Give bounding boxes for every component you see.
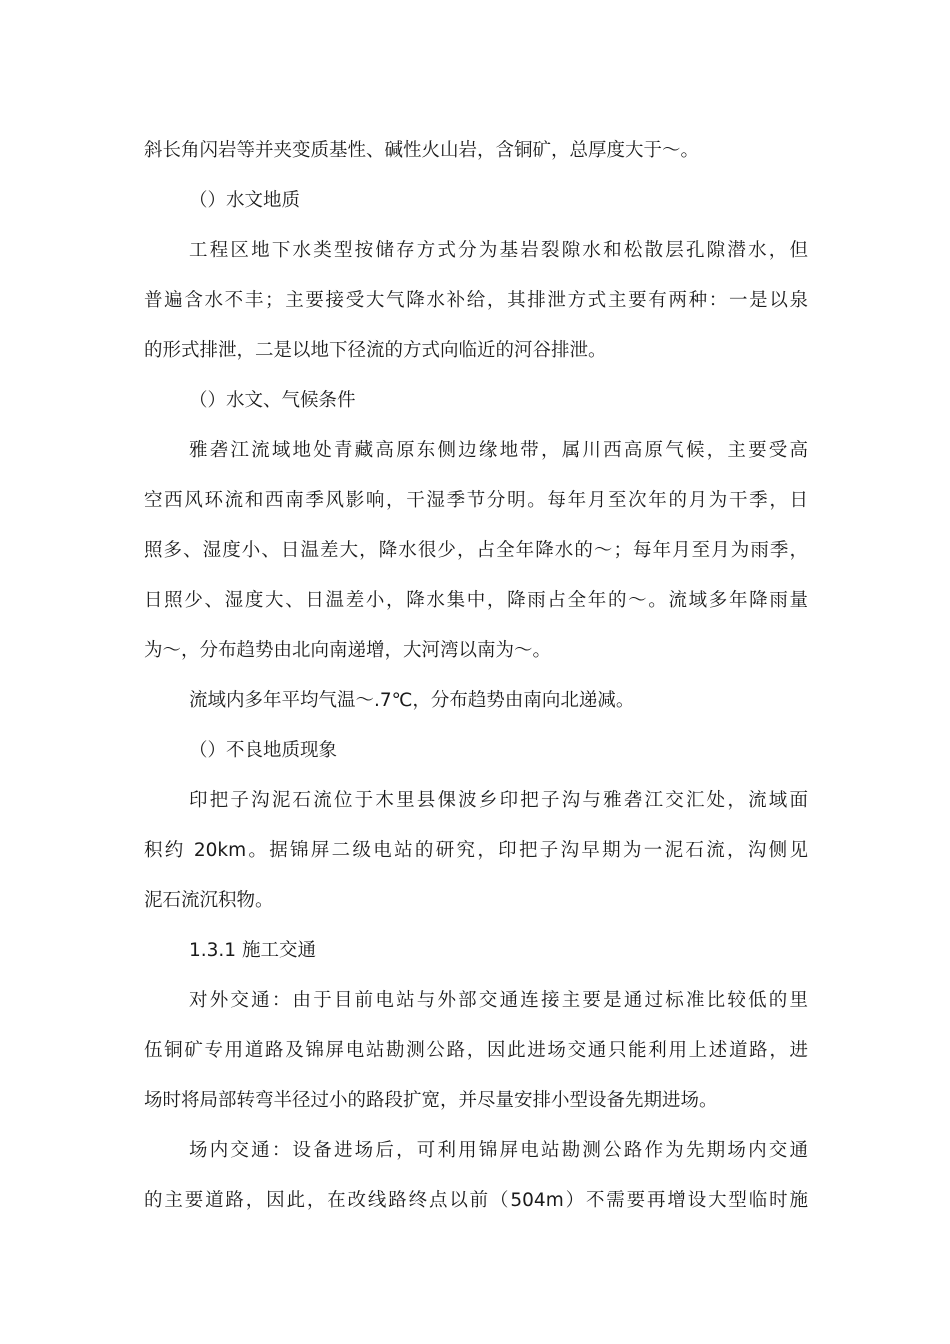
text-line-5: 的形式排泄，二是以地下径流的方式向临近的河谷排泄。 bbox=[144, 340, 607, 361]
text-line-21: 场内交通：设备进场后，可利用锦屏电站勘测公路作为先期场内交通 bbox=[189, 1140, 808, 1161]
text-line-7: 雅砻江流域地处青藏高原东侧边缘地带，属川西高原气候，主要受高 bbox=[189, 440, 808, 461]
text-line-22: 的主要道路，因此，在改线路终点以前（504m）不需要再增设大型临时施 bbox=[144, 1190, 808, 1211]
text-line-12: 流域内多年平均气温～.7℃，分布趋势由南向北递减。 bbox=[189, 690, 635, 711]
section-heading-geohazards: （）不良地质现象 bbox=[189, 740, 338, 761]
document-body bbox=[144, 126, 808, 1226]
section-heading-construction-traffic: 1.3.1 施工交通 bbox=[189, 940, 316, 961]
text-line-9: 照多、湿度小、日温差大，降水很少，占全年降水的～；每年月至月为雨季， bbox=[144, 540, 808, 561]
text-line-1: 斜长角闪岩等并夹变质基性、碱性火山岩，含铜矿，总厚度大于～。 bbox=[144, 140, 700, 161]
section-heading-hydrogeology: （）水文地质 bbox=[189, 190, 301, 211]
text-line-19: 伍铜矿专用道路及锦屏电站勘测公路，因此进场交通只能利用上述道路，进 bbox=[144, 1040, 808, 1061]
text-line-4: 普遍含水不丰；主要接受大气降水补给，其排泄方式主要有两种：一是以泉 bbox=[144, 290, 808, 311]
text-line-18: 对外交通：由于目前电站与外部交通连接主要是通过标准比较低的里 bbox=[189, 990, 808, 1011]
text-line-3: 工程区地下水类型按储存方式分为基岩裂隙水和松散层孔隙潜水，但 bbox=[189, 240, 808, 261]
text-line-20: 场时将局部转弯半径过小的路段扩宽，并尽量安排小型设备先期进场。 bbox=[144, 1090, 718, 1111]
text-line-10: 日照少、湿度大、日温差小，降水集中，降雨占全年的～。流域多年降雨量 bbox=[144, 590, 808, 611]
text-line-11: 为～，分布趋势由北向南递增，大河湾以南为～。 bbox=[144, 640, 552, 661]
section-heading-climate: （）水文、气候条件 bbox=[189, 390, 356, 411]
text-line-15: 积约 20km。据锦屏二级电站的研究，印把子沟早期为一泥石流，沟侧见 bbox=[144, 840, 808, 861]
text-line-16: 泥石流沉积物。 bbox=[144, 890, 274, 911]
text-line-14: 印把子沟泥石流位于木里县倮波乡印把子沟与雅砻江交汇处，流域面 bbox=[189, 790, 808, 811]
text-line-8: 空西风环流和西南季风影响，干湿季节分明。每年月至次年的月为干季，日 bbox=[144, 490, 808, 511]
